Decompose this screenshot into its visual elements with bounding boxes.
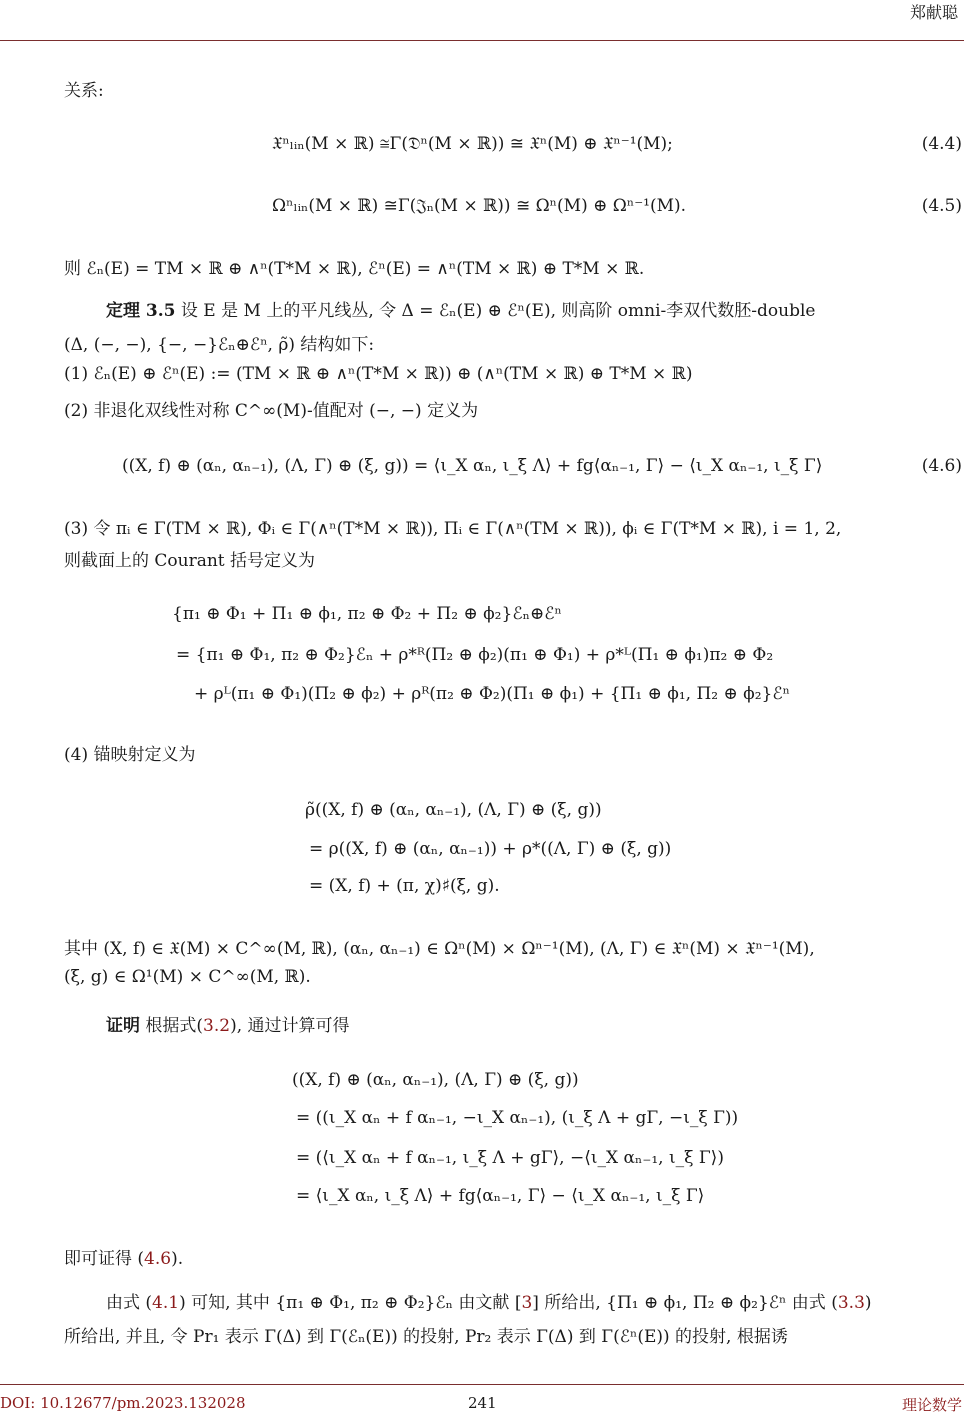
page-number: 241 bbox=[468, 1394, 497, 1412]
footer-journal-link[interactable]: 理论数学 bbox=[901, 1396, 962, 1414]
footer-rule bbox=[0, 1384, 964, 1385]
text-line: 所给出, 并且, 令 Pr₁ 表示 Γ(Δ) 到 Γ(ℰₙ(E)) 的投射, Pr₂ 表示 Γ(Δ) 到 Γ(ℰⁿ(E)) 的投射, 根据诱 bbox=[64, 1327, 788, 1347]
anchor-eq-line: = ρ((X, f) ⊕ (αₙ, αₙ₋₁)) + ρ*((Λ, Γ) ⊕ (ξ, g)) bbox=[309, 839, 672, 859]
text-segment: ] 所给出, {Π₁ ⊕ ϕ₁, Π₂ ⊕ ϕ₂}ℰⁿ 由式 ( bbox=[532, 1293, 838, 1313]
equation-ref-link[interactable]: 3.2 bbox=[203, 1016, 231, 1036]
equation-4-5: Ωⁿₗᵢₙ(M × ℝ) ≅Γ(𝔍ₙ(M × ℝ)) ≅ Ωⁿ(M) ⊕ Ωⁿ⁻¹(M). bbox=[272, 196, 687, 216]
equation-4-6: ((X, f) ⊕ (αₙ, αₙ₋₁), (Λ, Γ) ⊕ (ξ, g)) = ⟨ι_X αₙ, ι_ξ Λ⟩ + fg⟨αₙ₋₁, Γ⟩ − ⟨ι_X αₙ₋₁, ι_ξ Γ⟩ bbox=[122, 456, 823, 476]
equation-number: (4.4) bbox=[921, 134, 962, 154]
footer-doi-link[interactable]: DOI: 10.12677/pm.2023.132028 bbox=[0, 1394, 246, 1412]
bracket-eq-line: + ρᴸ(π₁ ⊕ Φ₁)(Π₂ ⊕ ϕ₂) + ρᴿ(π₂ ⊕ Φ₂)(Π₁ ⊕ ϕ₁) + {Π₁ ⊕ ϕ₁, Π₂ ⊕ ϕ₂}ℰⁿ bbox=[194, 684, 791, 704]
equation-ref-link[interactable]: 3.3 bbox=[837, 1293, 865, 1313]
theorem-line: (3) 令 πᵢ ∈ Γ(TM × ℝ), Φᵢ ∈ Γ(∧ⁿ(T*M × ℝ)), Πᵢ ∈ Γ(∧ⁿ(TM × ℝ)), ϕᵢ ∈ Γ(T*M × ℝ), i = 1, 2, bbox=[64, 519, 842, 539]
theorem-line: (4) 锚映射定义为 bbox=[64, 745, 196, 765]
text-line: 其中 (X, f) ∈ 𝔛(M) × C^∞(M, ℝ), (αₙ, αₙ₋₁) ∈ Ωⁿ(M) × Ωⁿ⁻¹(M), (Λ, Γ) ∈ 𝔛ⁿ(M) × 𝔛ⁿ⁻¹(M), bbox=[64, 939, 815, 959]
header-rule bbox=[0, 40, 964, 41]
text-line bbox=[106, 1288, 872, 1313]
equation-4-4: 𝔛ⁿₗᵢₙ(M × ℝ) ≅Γ(𝔇ⁿ(M × ℝ)) ≅ 𝔛ⁿ(M) ⊕ 𝔛ⁿ⁻¹(M); bbox=[272, 134, 673, 154]
text-segment: 由式 ( bbox=[106, 1293, 153, 1313]
text-line: 则 ℰₙ(E) = TM × ℝ ⊕ ∧ⁿ(T*M × ℝ), ℰⁿ(E) = ∧ⁿ(TM × ℝ) ⊕ T*M × ℝ. bbox=[64, 259, 645, 279]
equation-ref-link[interactable]: 4.1 bbox=[152, 1293, 180, 1313]
theorem-line: 则截面上的 Courant 括号定义为 bbox=[64, 551, 316, 571]
text-segment: ) 可知, 其中 {π₁ ⊕ Φ₁, π₂ ⊕ Φ₂}ℰₙ 由文献 [ bbox=[179, 1293, 522, 1313]
citation-link[interactable]: 3 bbox=[521, 1293, 533, 1313]
anchor-eq-line: ρ̃((X, f) ⊕ (αₙ, αₙ₋₁), (Λ, Γ) ⊕ (ξ, g)) bbox=[305, 800, 602, 820]
theorem-line: (2) 非退化双线性对称 C^∞(M)-值配对 (−, −) 定义为 bbox=[64, 401, 479, 421]
text-line bbox=[64, 1244, 183, 1269]
text-segment: ) bbox=[864, 1293, 872, 1313]
text-line: 关系: bbox=[64, 81, 104, 101]
theorem-line: (Δ, (−, −), {−, −}ℰₙ⊕ℰⁿ, ρ̃) 结构如下: bbox=[64, 335, 375, 355]
proof-eq-line: = ((ι_X αₙ + f αₙ₋₁, −ι_X αₙ₋₁), (ι_ξ Λ + gΓ, −ι_ξ Γ)) bbox=[296, 1108, 739, 1128]
theorem-text: 设 E 是 M 上的平凡线丛, 令 Δ = ℰₙ(E) ⊕ ℰⁿ(E), 则高阶 omni-李双代数胚-double bbox=[180, 301, 816, 321]
bracket-eq-line: = {π₁ ⊕ Φ₁, π₂ ⊕ Φ₂}ℰₙ + ρ*ᴿ(Π₂ ⊕ ϕ₂)(π₁ ⊕ Φ₁) + ρ*ᴸ(Π₁ ⊕ ϕ₁)π₂ ⊕ Φ₂ bbox=[176, 645, 774, 665]
anchor-eq-line: = (X, f) + (π, χ)♯(ξ, g). bbox=[309, 876, 500, 896]
bracket-eq-line: {π₁ ⊕ Φ₁ + Π₁ ⊕ ϕ₁, π₂ ⊕ Φ₂ + Π₂ ⊕ ϕ₂}ℰₙ⊕ℰⁿ bbox=[172, 604, 562, 624]
theorem-label: 定理 3.5 bbox=[106, 301, 176, 321]
equation-number: (4.6) bbox=[921, 456, 962, 476]
theorem-line bbox=[106, 296, 815, 321]
text-segment: 即可证得 ( bbox=[64, 1249, 145, 1269]
equation-number: (4.5) bbox=[921, 196, 962, 216]
proof-eq-line: = (⟨ι_X αₙ + f αₙ₋₁, ι_ξ Λ + gΓ⟩, −⟨ι_X αₙ₋₁, ι_ξ Γ⟩) bbox=[296, 1148, 724, 1168]
proof-eq-line: = ⟨ι_X αₙ, ι_ξ Λ⟩ + fg⟨αₙ₋₁, Γ⟩ − ⟨ι_X αₙ₋₁, ι_ξ Γ⟩ bbox=[296, 1186, 705, 1206]
proof-eq-line: ((X, f) ⊕ (αₙ, αₙ₋₁), (Λ, Γ) ⊕ (ξ, g)) bbox=[292, 1070, 579, 1090]
proof-text: 根据式( bbox=[145, 1016, 204, 1036]
running-header-author: 郑献聪 bbox=[909, 3, 958, 22]
text-line: (ξ, g) ∈ Ω¹(M) × C^∞(M, ℝ). bbox=[64, 967, 311, 987]
theorem-line: (1) ℰₙ(E) ⊕ ℰⁿ(E) := (TM × ℝ ⊕ ∧ⁿ(T*M × ℝ)) ⊕ (∧ⁿ(TM × ℝ) ⊕ T*M × ℝ) bbox=[64, 364, 693, 384]
equation-ref-link[interactable]: 4.6 bbox=[144, 1249, 172, 1269]
proof-line bbox=[106, 1011, 350, 1036]
proof-text: ), 通过计算可得 bbox=[230, 1016, 350, 1036]
text-segment: ). bbox=[171, 1249, 184, 1269]
proof-label: 证明 bbox=[106, 1016, 140, 1036]
